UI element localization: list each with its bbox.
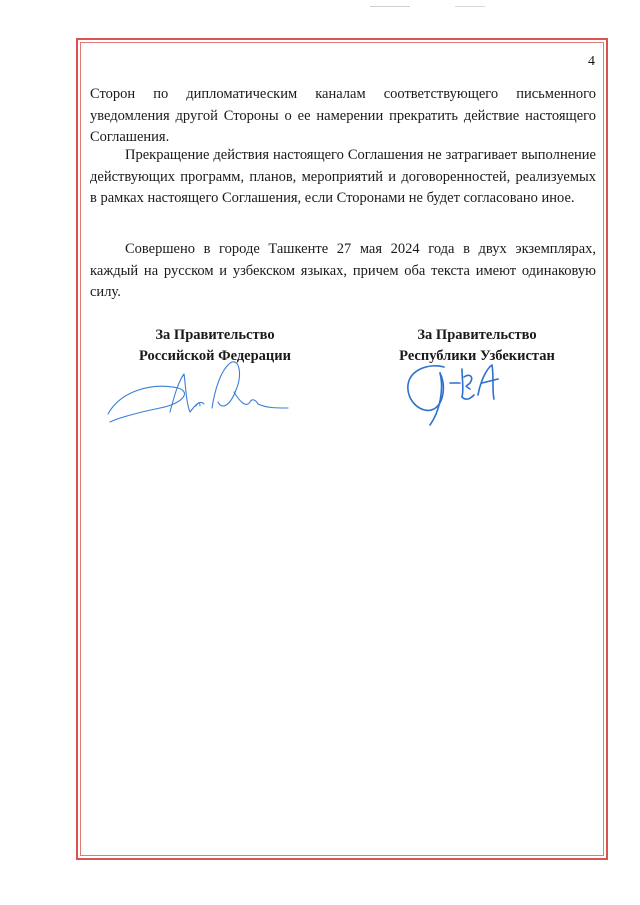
signatory-uzbekistan-line1: За Правительство [417,327,537,343]
scan-mark [455,0,485,7]
page-number: 4 [588,54,595,69]
paragraph-signing-statement: Совершено в городе Ташкенте 27 мая 2024 года в двух экземплярах, каждый на русском и узбекском языках, причем оба текста имеют одинаковую силу. [90,241,596,300]
signature-russia [100,352,300,432]
signature-uzbekistan [400,355,510,435]
signatory-russia-line1: За Правительство [155,327,275,343]
signatory-russia-line2: Российской Федерации [138,348,291,364]
paragraph-termination-effect: Прекращение действия настоящего Соглашения не затрагивает выполнение действующих программ, планов, мероприятий и договоренностей, реализуемых в рамках настоящего Соглашения, если Сторонами не будет согласовано иное. [90,147,596,206]
paragraph-termination-notice: Сторон по дипломатическим каналам соответствующего письменного уведомления другой Стороны о ее намерении прекратить действие настоящего Соглашения. [90,86,596,145]
signatory-uzbekistan-line2: Республики Узбекистан [399,348,555,364]
scan-mark [370,0,410,7]
